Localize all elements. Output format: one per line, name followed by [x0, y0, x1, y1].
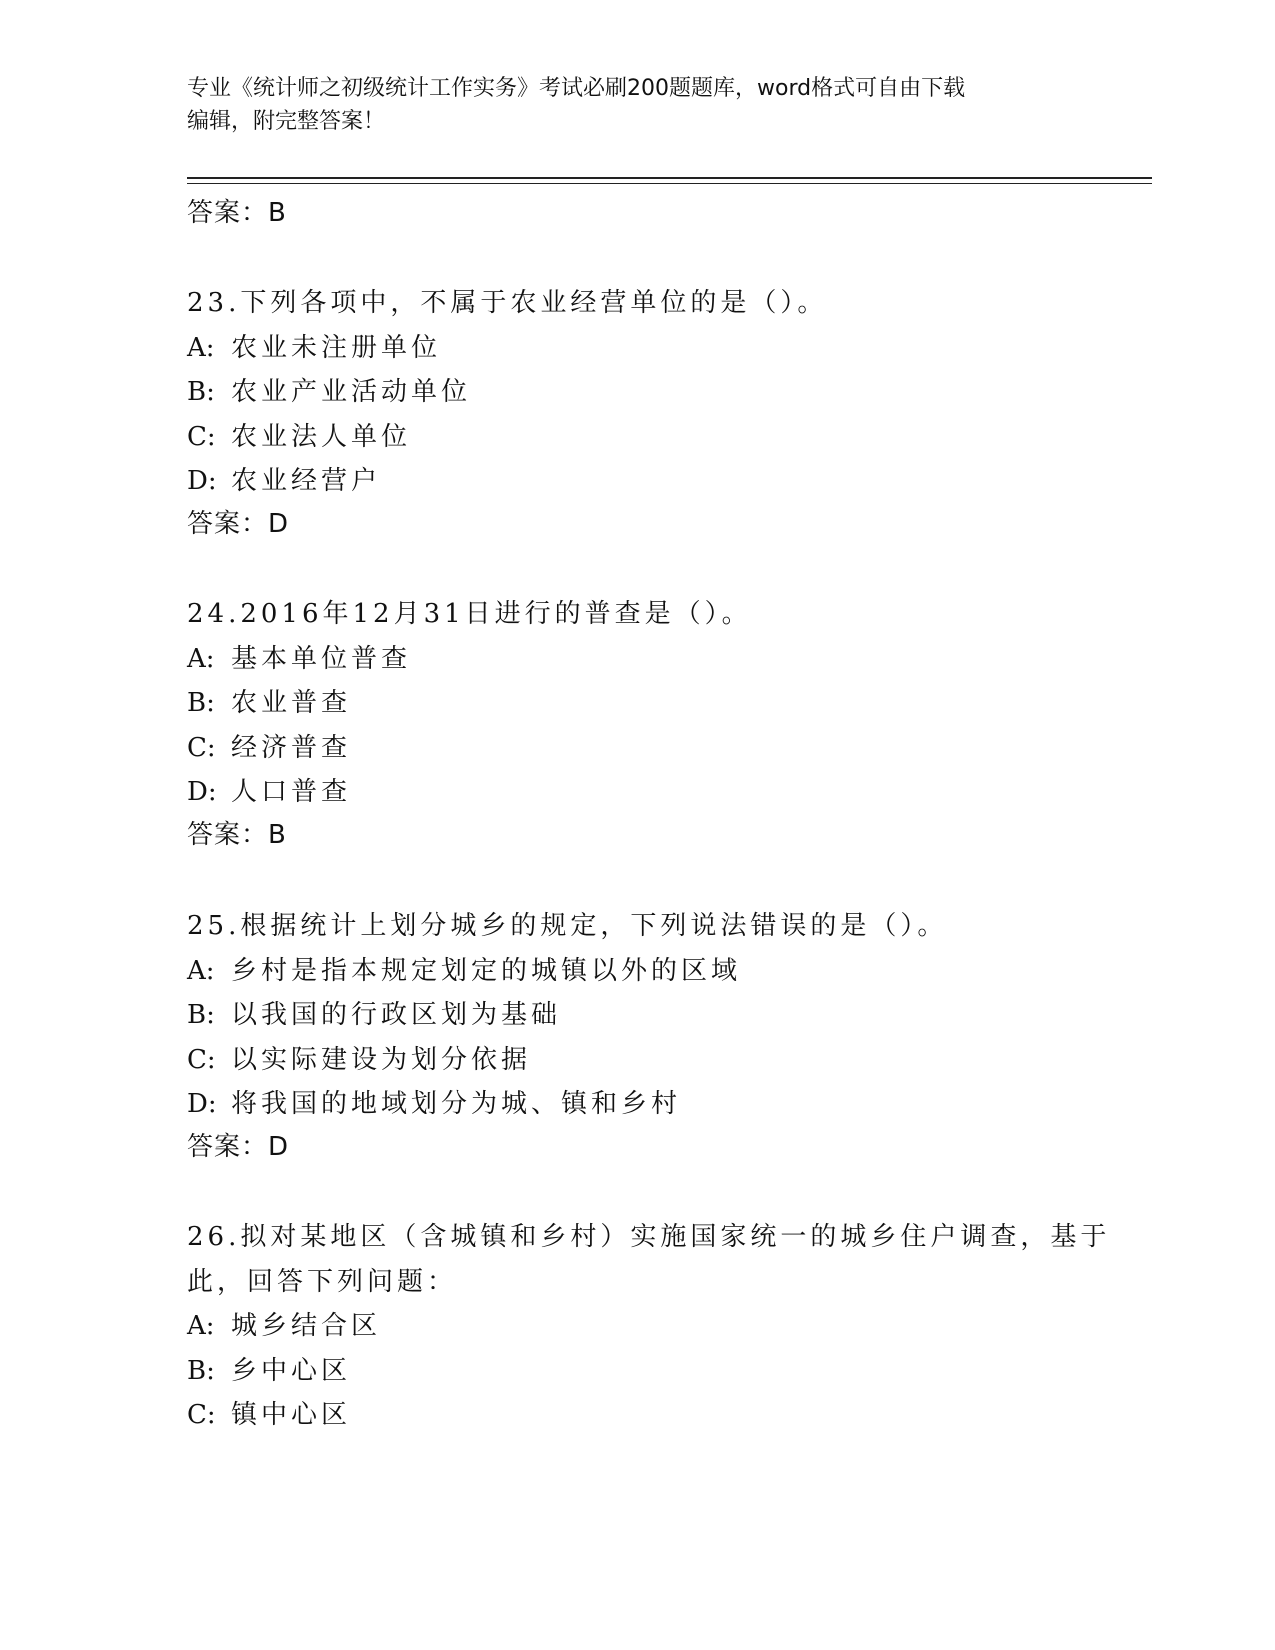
- option-text: 农业产业活动单位: [231, 377, 472, 407]
- option-letter: B:: [187, 688, 215, 718]
- option-letter: B:: [187, 377, 215, 407]
- option-text: 农业普查: [231, 688, 352, 718]
- option-a: [187, 638, 411, 675]
- option-letter: A:: [187, 332, 215, 363]
- option-letter: B:: [187, 1000, 215, 1030]
- header-line-2: 编辑，附完整答案！: [187, 109, 386, 134]
- option-text: 农业未注册单位: [231, 332, 442, 363]
- option-a: [187, 327, 441, 364]
- question-stem-line: 26.拟对某地区（含城镇和乡村）实施国家统一的城乡住户调查，基于: [187, 1222, 1111, 1252]
- document-header: [187, 72, 1067, 138]
- option-d: [187, 1083, 681, 1120]
- option-d: [187, 460, 381, 497]
- option-text: 乡村是指本规定划定的城镇以外的区域: [231, 955, 742, 986]
- option-text: 基本单位普查: [231, 643, 412, 674]
- option-letter: D:: [187, 1089, 217, 1119]
- option-text: 农业法人单位: [231, 421, 412, 452]
- option-c: [187, 1394, 351, 1431]
- option-text: 乡中心区: [231, 1355, 352, 1386]
- option-b: [187, 682, 351, 719]
- option-letter: C:: [187, 732, 216, 763]
- option-text: 经济普查: [231, 732, 352, 763]
- question-stem-line: 25.根据统计上划分城乡的规定，下列说法错误的是（）。: [187, 911, 948, 941]
- header-line-1: 专业《统计师之初级统计工作实务》考试必刷200题题库，word格式可自由下载: [187, 76, 966, 101]
- option-text: 镇中心区: [231, 1400, 352, 1430]
- option-d: [187, 771, 351, 808]
- option-text: 以实际建设为划分依据: [231, 1044, 532, 1075]
- option-letter: A:: [187, 1311, 215, 1341]
- option-b: [187, 1350, 351, 1387]
- option-text: 以我国的行政区划为基础: [231, 1000, 562, 1030]
- option-text: 人口普查: [231, 777, 352, 807]
- option-letter: A:: [187, 955, 215, 986]
- option-c: [187, 1039, 531, 1076]
- option-letter: C:: [187, 421, 216, 452]
- option-c: [187, 416, 411, 453]
- option-b: [187, 371, 471, 408]
- option-letter: D:: [187, 777, 217, 807]
- option-b: [187, 994, 561, 1031]
- option-letter: B:: [187, 1355, 215, 1386]
- answer-line: 答案：D: [187, 508, 290, 539]
- option-letter: C:: [187, 1044, 216, 1075]
- option-text: 将我国的地域划分为城、镇和乡村: [231, 1089, 682, 1119]
- option-text: 农业经营户: [231, 466, 382, 496]
- answer-line: 答案：D: [187, 1131, 290, 1162]
- header-rule-thick: [187, 177, 1152, 179]
- option-a: [187, 1305, 381, 1342]
- option-letter: A:: [187, 643, 215, 674]
- option-c: [187, 727, 351, 764]
- option-letter: C:: [187, 1400, 216, 1430]
- previous-answer: 答案：B: [187, 198, 287, 228]
- question-stem-line: 23.下列各项中，不属于农业经营单位的是（）。: [187, 288, 828, 318]
- option-letter: D:: [187, 466, 217, 496]
- header-rule-thin: [187, 183, 1152, 184]
- question-stem-line: 24.2016年12月31日进行的普查是（）。: [187, 599, 752, 629]
- option-a: [187, 950, 741, 987]
- answer-line: 答案：B: [187, 819, 287, 850]
- question-stem-line: 此，回答下列问题：: [187, 1266, 458, 1297]
- option-text: 城乡结合区: [231, 1311, 382, 1341]
